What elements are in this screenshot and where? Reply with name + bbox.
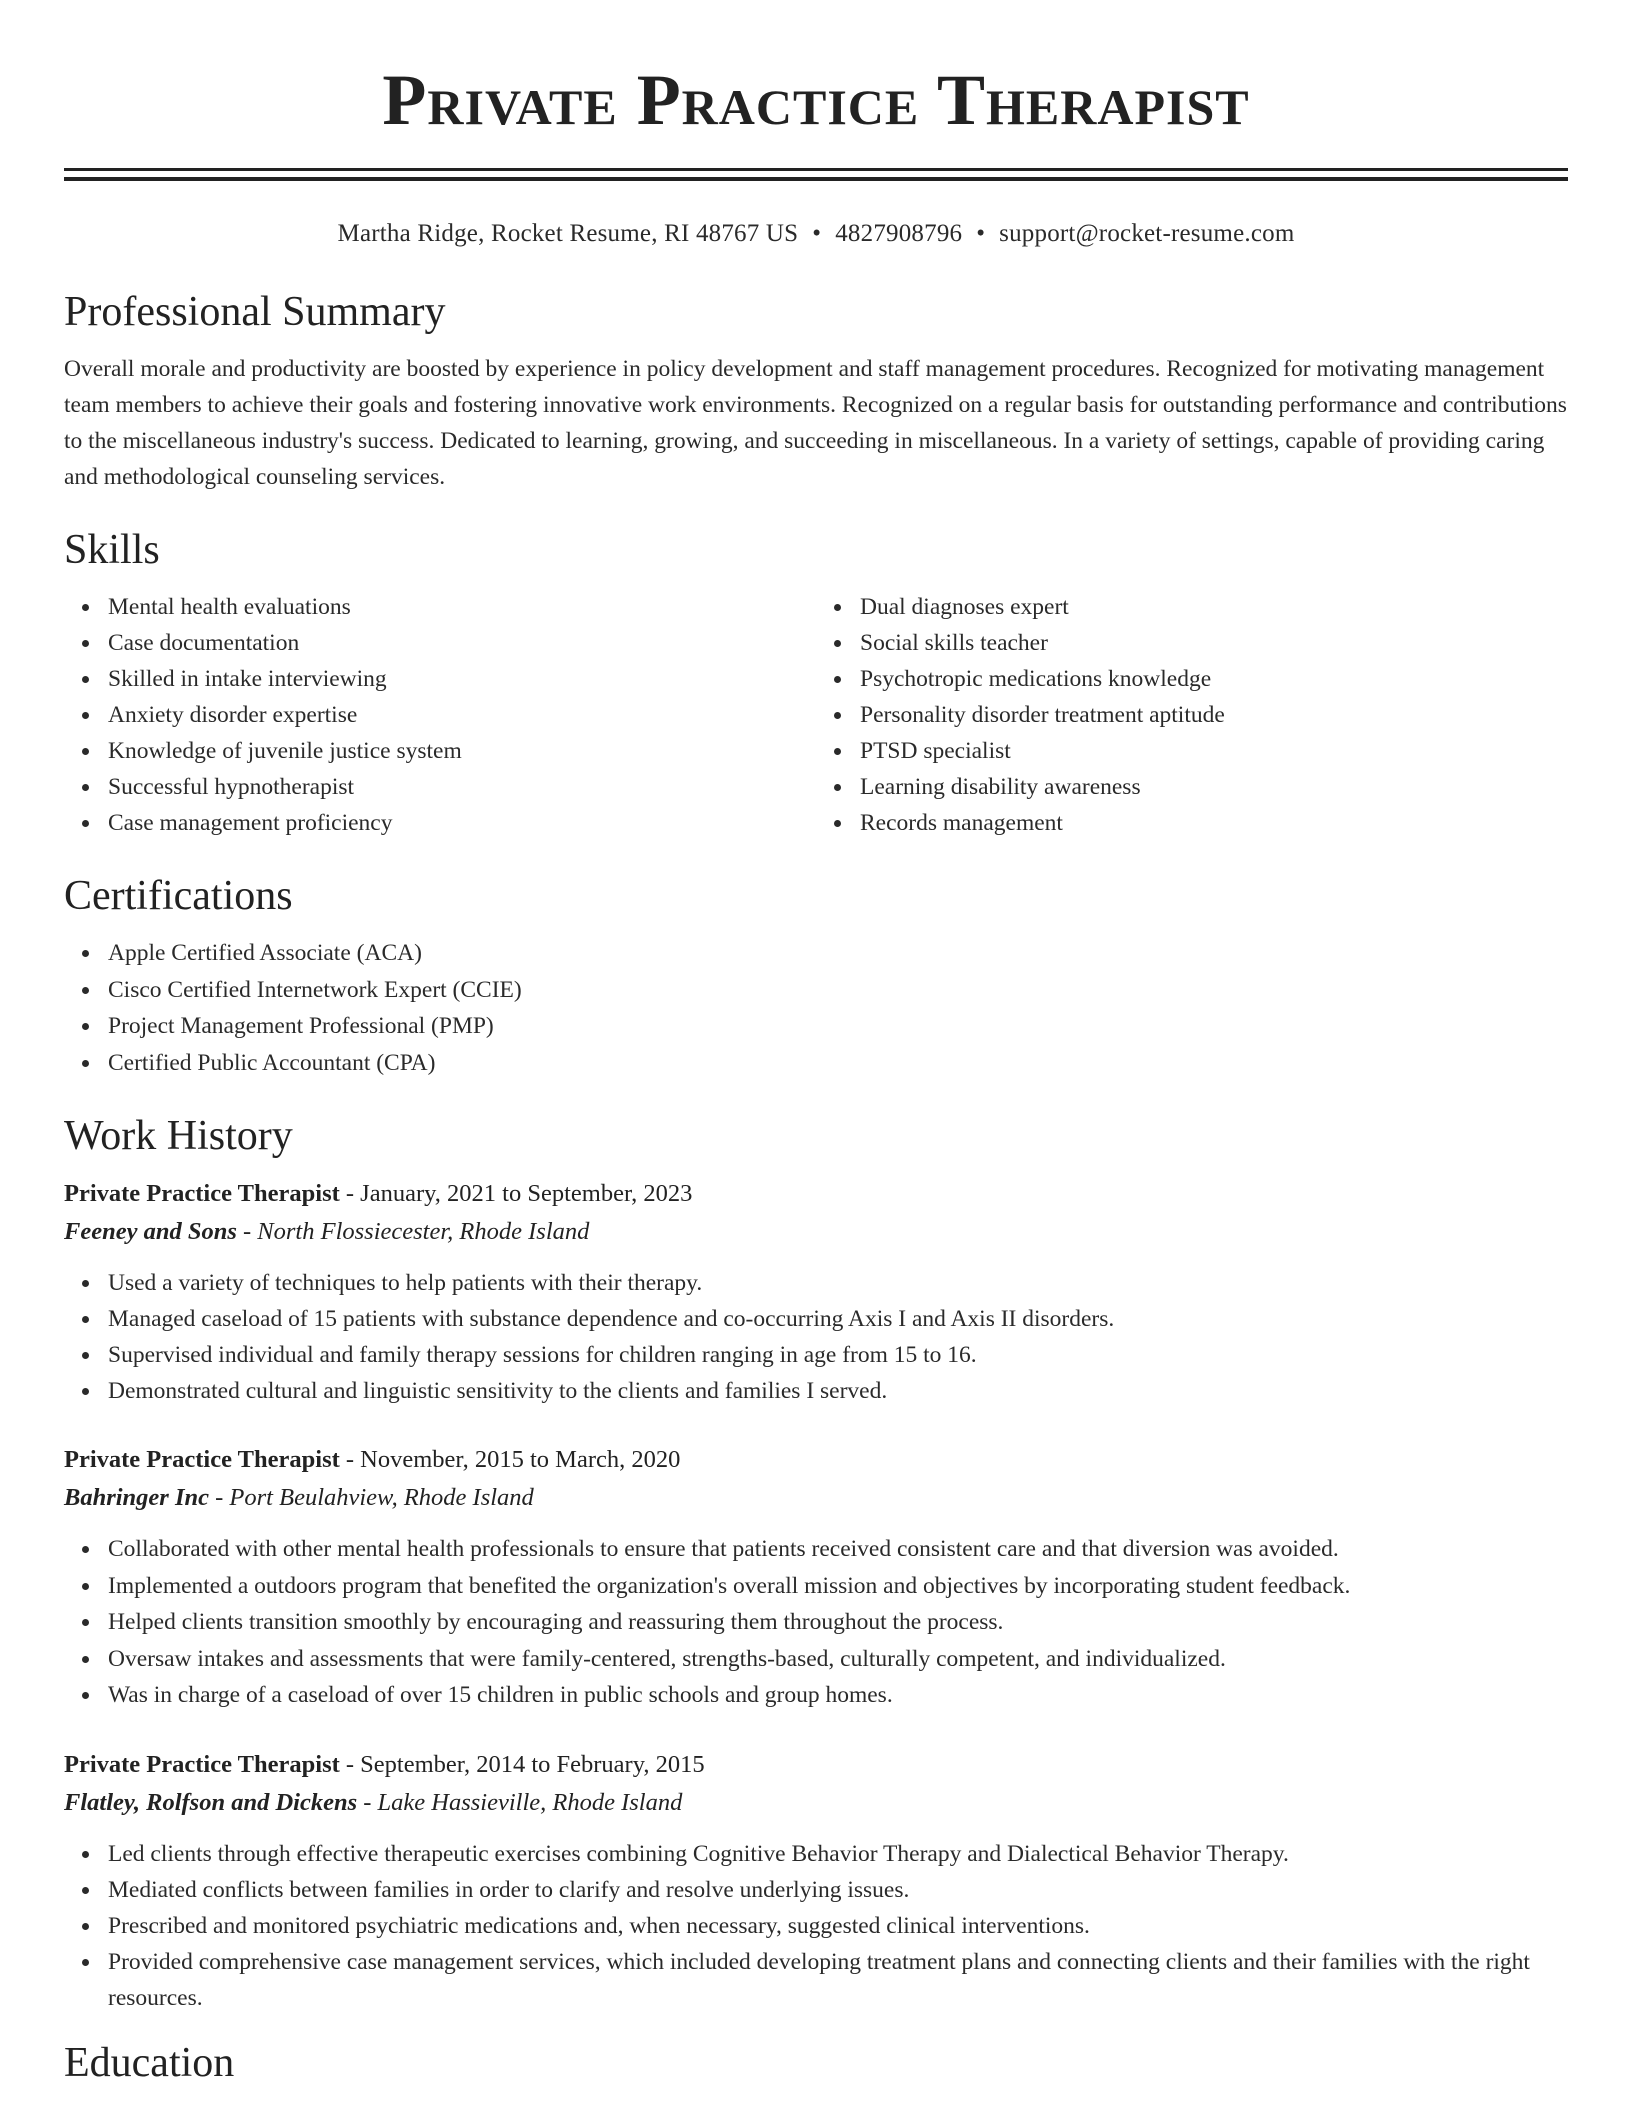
job-role: Private Practice Therapist: [64, 1446, 340, 1473]
contact-separator: •: [812, 220, 822, 247]
skills-list-right: [816, 589, 1568, 841]
skill-item: Social skills teacher: [860, 625, 1568, 661]
job-bullet: Led clients through effective therapeutic exercises combining Cognitive Behavior Therapy and Dialectical Behavior Therapy.: [108, 1836, 1568, 1872]
section-heading-summary: Professional Summary: [64, 289, 446, 335]
job-bullets: [64, 1265, 1568, 1409]
skills-list-left: [64, 589, 816, 841]
skill-item: Dual diagnoses expert: [860, 589, 1568, 625]
job-bullets: [64, 1531, 1568, 1714]
skill-item: Skilled in intake interviewing: [108, 661, 816, 697]
skill-item: Anxiety disorder expertise: [108, 697, 816, 733]
certification-item: Apple Certified Associate (ACA): [108, 935, 1568, 972]
job-bullet: Oversaw intakes and assessments that were family-centered, strengths-based, culturally competent, and individualized.: [108, 1641, 1568, 1678]
skills-columns: [64, 589, 1568, 841]
rule-top: [64, 168, 1568, 171]
contact-address: Martha Ridge, Rocket Resume, RI 48767 US: [337, 220, 799, 247]
job-entry: [64, 1441, 1568, 1714]
job-company: Bahringer Inc: [64, 1484, 210, 1511]
job-role: Private Practice Therapist: [64, 1180, 340, 1207]
job-company: Feeney and Sons: [64, 1218, 237, 1245]
section-heading-work-history: Work History: [64, 1113, 293, 1159]
job-title-line: [64, 1175, 1568, 1213]
contact-email: support@rocket-resume.com: [999, 220, 1295, 247]
skill-item: PTSD specialist: [860, 733, 1568, 769]
resume-title: Private Practice Therapist: [382, 60, 1250, 140]
title-double-rule: [64, 168, 1568, 181]
skill-item: Records management: [860, 805, 1568, 841]
skill-item: Personality disorder treatment aptitude: [860, 697, 1568, 733]
contact-separator: •: [976, 220, 986, 247]
job-entry: [64, 1746, 1568, 2016]
job-entry: [64, 1175, 1568, 1409]
job-bullet: Helped clients transition smoothly by encouraging and reassuring them throughout the process.: [108, 1604, 1568, 1641]
job-bullet: Collaborated with other mental health professionals to ensure that patients received consistent care and that diversion was avoided.: [108, 1531, 1568, 1568]
job-company-line: [64, 1479, 1568, 1517]
certification-item: Certified Public Accountant (CPA): [108, 1045, 1568, 1082]
job-bullets: [64, 1836, 1568, 2016]
certifications-list: [64, 935, 1568, 1081]
skill-item: Knowledge of juvenile justice system: [108, 733, 816, 769]
job-dates: - January, 2021 to September, 2023: [345, 1180, 693, 1207]
job-bullet: Provided comprehensive case management services, which included developing treatment plans and connecting clients and their families with the right resources.: [108, 1944, 1568, 2016]
section-heading-education: Education: [64, 2039, 235, 2086]
section-heading-skills: Skills: [64, 527, 160, 573]
skill-item: Case management proficiency: [108, 805, 816, 841]
skill-item: Case documentation: [108, 625, 816, 661]
job-bullet: Prescribed and monitored psychiatric medications and, when necessary, suggested clinical interventions.: [108, 1908, 1568, 1944]
skill-item: Successful hypnotherapist: [108, 769, 816, 805]
certification-item: Project Management Professional (PMP): [108, 1008, 1568, 1045]
skill-item: Psychotropic medications knowledge: [860, 661, 1568, 697]
job-company: Flatley, Rolfson and Dickens: [64, 1788, 358, 1816]
job-company-line: [64, 1784, 1568, 1822]
summary-paragraph: Overall morale and productivity are boosted by experience in policy development and staff management procedures. Recognized for motivating management team members to achieve their goals and fostering innovative work environments. Recognized on a regular basis for outstanding performance and contributions to the miscellaneous industry's success. Dedicated to learning, growing, and succeeding in miscellaneous. In a variety of settings, capable of providing caring and methodological counseling services.: [64, 356, 1567, 490]
job-title-line: [64, 1746, 1568, 1784]
job-bullet: Implemented a outdoors program that benefited the organization's overall mission and objectives by incorporating student feedback.: [108, 1568, 1568, 1605]
job-bullet: Was in charge of a caseload of over 15 children in public schools and group homes.: [108, 1677, 1568, 1714]
job-bullet: Mediated conflicts between families in order to clarify and resolve underlying issues.: [108, 1872, 1568, 1908]
job-company-line: [64, 1213, 1568, 1251]
job-location: - Port Beulahview, Rhode Island: [215, 1484, 534, 1511]
skill-item: Learning disability awareness: [860, 769, 1568, 805]
job-bullet: Managed caseload of 15 patients with substance dependence and co-occurring Axis I and Axis II disorders.: [108, 1301, 1568, 1337]
job-bullet: Demonstrated cultural and linguistic sensitivity to the clients and families I served.: [108, 1373, 1568, 1409]
contact-line: [64, 219, 1568, 249]
skill-item: Mental health evaluations: [108, 589, 816, 625]
job-bullet: Supervised individual and family therapy sessions for children ranging in age from 15 to 16.: [108, 1337, 1568, 1373]
job-location: - Lake Hassieville, Rhode Island: [363, 1788, 683, 1816]
rule-bottom: [64, 177, 1568, 181]
job-dates: - November, 2015 to March, 2020: [345, 1446, 681, 1473]
job-title-line: [64, 1441, 1568, 1479]
section-heading-certifications: Certifications: [64, 873, 293, 919]
certification-item: Cisco Certified Internetwork Expert (CCIE): [108, 972, 1568, 1009]
contact-phone: 4827908796: [835, 220, 963, 247]
job-bullet: Used a variety of techniques to help patients with their therapy.: [108, 1265, 1568, 1301]
job-role: Private Practice Therapist: [64, 1750, 340, 1778]
job-dates: - September, 2014 to February, 2015: [345, 1750, 705, 1778]
job-location: - North Flossiecester, Rhode Island: [243, 1218, 590, 1245]
